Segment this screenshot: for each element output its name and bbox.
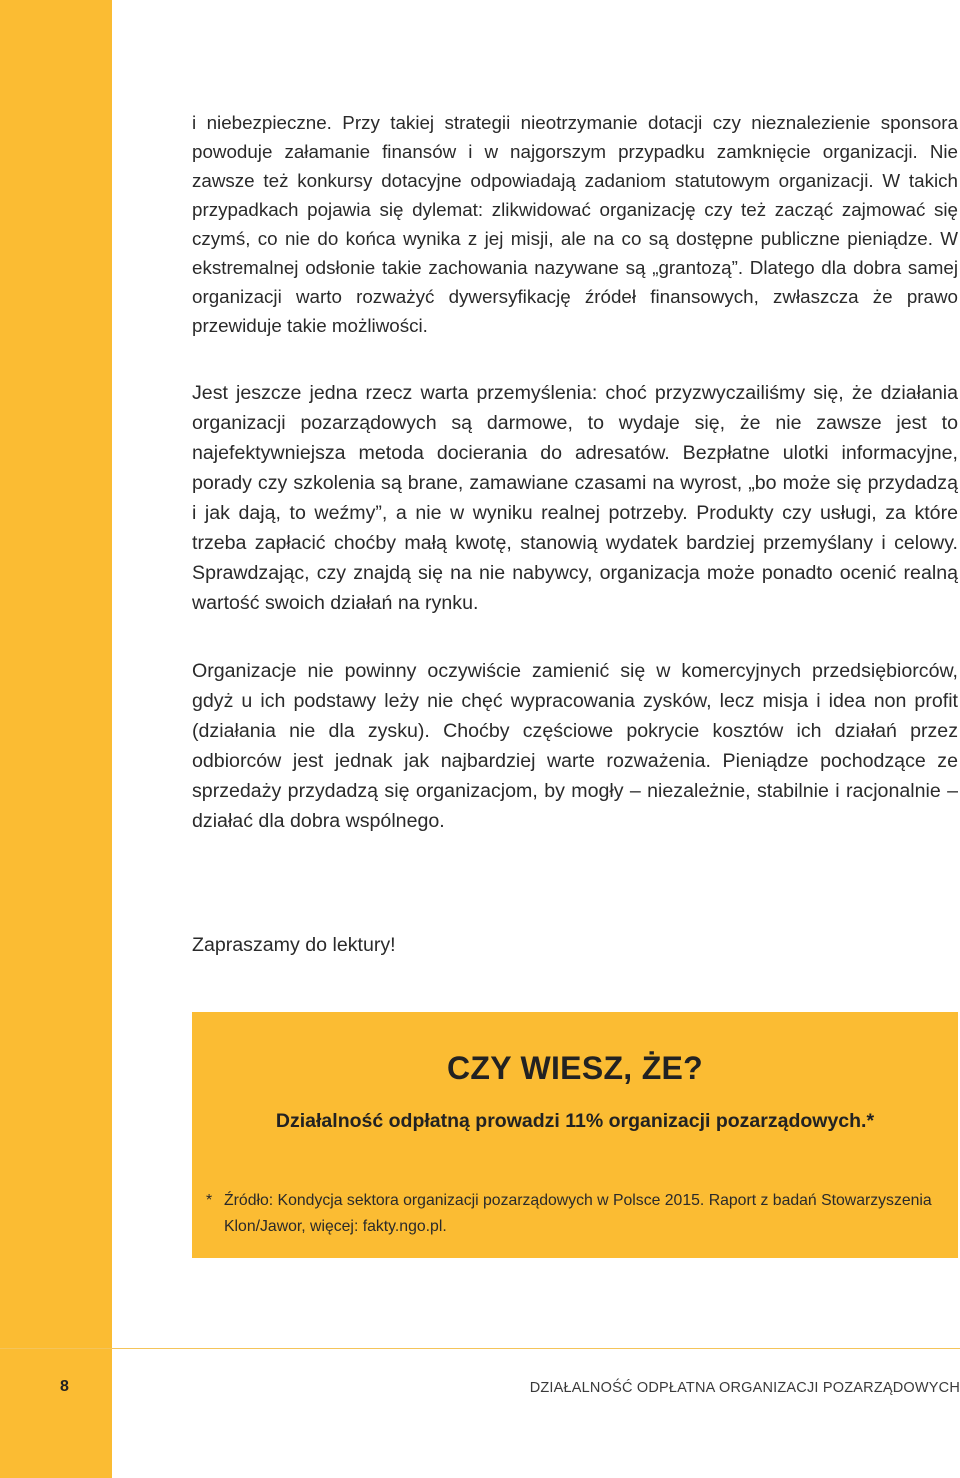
fact-box-title: CZY WIESZ, ŻE? [446, 1050, 704, 1086]
paragraph-2: Jest jeszcze jedna rzecz warta przemyślenia: choć przyzwyczailiśmy się, że działania organizacji pozarządowych są darmowe, to wydaje się, że nie zawsze jest to najefektywniejsza metoda docierania do adresatów. Bezpłatne ulotki informacyjne, porady czy szkolenia są brane, zamawiane czasami na wyrost, „bo może się przydadzą i jak dają, to weźmy”, a nie w wyniku realnej potrzeby. Produkty czy usługi, za które trzeba zapłacić choćby małą kwotę, stanowią wydatek bardziej przemyślany i celowy. Sprawdzając, czy znajdą się na nie nabywcy, organizacja może ponadto ocenić realną wartość swoich działań na rynku. [192, 382, 958, 614]
footer-divider [0, 1348, 960, 1349]
paragraph-1: i niebezpieczne. Przy takiej strategii nieotrzymanie dotacji czy nieznalezienie sponsora powoduje załamanie finansów i w najgorszym przypadku zamknięcie organizacji. Nie zawsze też konkursy dotacyjne odpowiadają zadaniom statutowym organizacji. W takich przypadkach pojawia się dylemat: zlikwidować organizację czy też zacząć zajmować się czymś, co nie do końca wynika z jej misji, ale na co są dostępne publiczne pieniądze. W ekstremalnej odsłonie takie zachowania nazywane są „grantozą”. Dlatego dla dobra samej organizacji warto rozważyć dywersyfikację źródeł finansowych, zwłaszcza że prawo przewiduje takie możliwości. [192, 112, 958, 336]
fact-box-statement: Działalność odpłatną prowadzi 11% organizacji pozarządowych.* [275, 1110, 875, 1132]
article-body [192, 108, 958, 874]
paragraph-3: Organizacje nie powinny oczywiście zamienić się w komercyjnych przedsiębiorców, gdyż u ich podstawy leży nie chęć wypracowania zysków, lecz misja i idea non profit (działania nie dla zysku). Choćby częściowe pokrycie kosztów ich działań przez odbiorców jest jednak jak najbardziej warte rozważenia. Pieniądze pochodzące ze sprzedaży przydadzą się organizacjom, by mogły – niezależnie, stabilnie i racjonalnie – działać dla dobra wspólnego. [192, 660, 958, 832]
running-title: DZIAŁALNOŚĆ ODPŁATNA ORGANIZACJI POZARZĄDOWYCH [529, 1380, 960, 1396]
accent-sidebar [0, 0, 112, 1478]
page-number: 8 [60, 1378, 69, 1395]
footnote-mark: * [206, 1192, 213, 1209]
fact-box-footnote [206, 1188, 948, 1240]
footnote-text: Źródło: Kondycja sektora organizacji pozarządowych w Polsce 2015. Raport z badań Stowarzyszenia Klon/Jawor, więcej: fakty.ngo.pl. [224, 1192, 932, 1235]
fact-box [192, 1012, 958, 1258]
closing-invitation: Zapraszamy do lektury! [192, 934, 396, 956]
